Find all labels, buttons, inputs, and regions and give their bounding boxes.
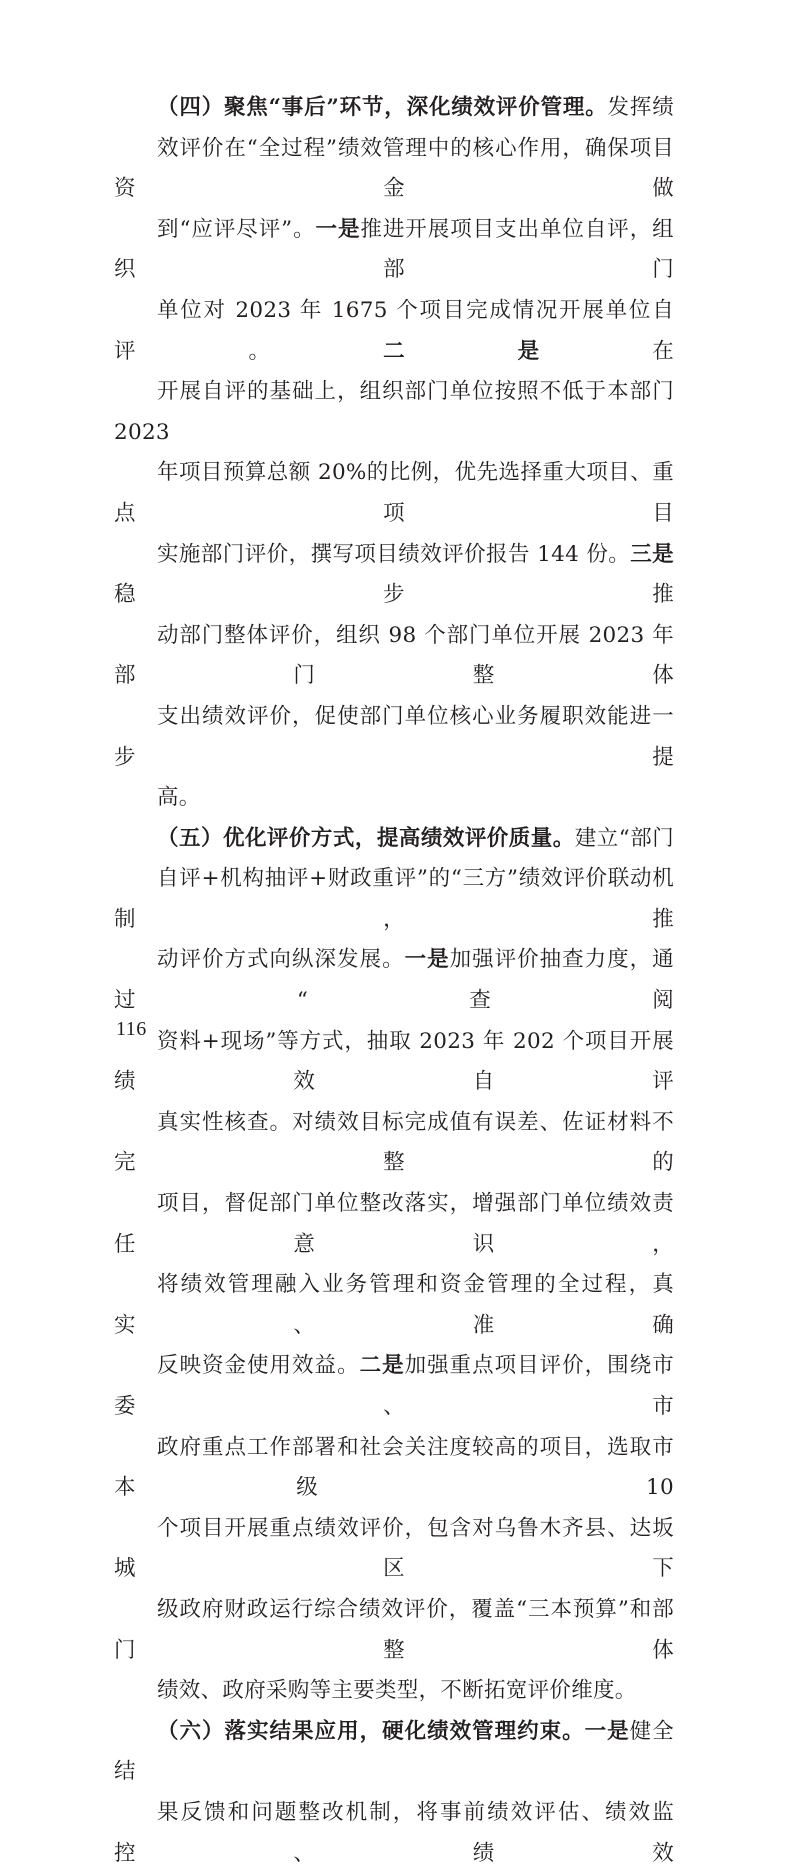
text-line: （六）落实结果应用，硬化绩效管理约束。一是健全结 — [114, 1718, 674, 1785]
text-line: 开展自评的基础上，组织部门单位按照不低于本部门 2023 — [114, 379, 674, 445]
section-heading: （五）优化评价方式，提高绩效评价质量。 — [157, 825, 575, 851]
text-line: 实施部门评价，撰写项目绩效评价报告 144 份。三是稳步推 — [114, 541, 674, 608]
text-line: 高。 — [157, 785, 201, 811]
text-line: 动评价方式向纵深发展。一是加强评价抽查力度，通过“查阅 — [114, 947, 674, 1014]
section-heading: （六）落实结果应用，硬化绩效管理约束。一是 — [157, 1718, 630, 1744]
text-line: （四）聚焦“事后”环节，深化绩效评价管理。发挥绩 — [157, 95, 674, 120]
text-line: 真实性核查。对绩效目标完成值有误差、佐证材料不完整的 — [114, 1109, 674, 1176]
text-line: 自评+机构抽评+财政重评”的“三方”绩效评价联动机制，推 — [114, 866, 674, 932]
text-line: 效评价在“全过程”绩效管理中的核心作用，确保项目资金做 — [114, 135, 674, 202]
emphasis-label: 一是 — [404, 947, 450, 973]
text-line: 年项目预算总额 20%的比例，优先选择重大项目、重点项目 — [114, 460, 674, 526]
paragraph-section-6 — [114, 1712, 674, 1874]
emphasis-label: 三是 — [630, 541, 674, 567]
section-heading: （四）聚焦“事后”环节，深化绩效评价管理。 — [157, 95, 608, 120]
text-line: 项目，督促部门单位整改落实，增强部门单位绩效责任意识， — [114, 1191, 674, 1257]
document-body — [114, 88, 674, 1874]
text-line: 将绩效管理融入业务管理和资金管理的全过程，真实、准确 — [114, 1272, 674, 1338]
page-number: 116 — [116, 1018, 147, 1040]
emphasis-label: 二是 — [359, 1353, 405, 1379]
text-line: 级政府财政运行综合绩效评价，覆盖“三本预算”和部门整体 — [114, 1596, 674, 1663]
text-line: 绩效、政府采购等主要类型，不断拓宽评价维度。 — [157, 1678, 637, 1704]
paragraph-section-5 — [114, 819, 674, 1712]
text-line: 动部门整体评价，组织 98 个部门单位开展 2023 年部门整体 — [114, 622, 674, 689]
text-line: 政府重点工作部署和社会关注度较高的项目，选取市本级 10 — [114, 1434, 674, 1501]
text-line: 反映资金使用效益。二是加强重点项目评价，围绕市委、市 — [114, 1353, 674, 1419]
text-line: 单位对 2023 年 1675 个项目完成情况开展单位自评。二是在 — [114, 297, 674, 364]
text-line: 个项目开展重点绩效评价，包含对乌鲁木齐县、达坂城区下 — [114, 1515, 674, 1582]
text-line: 果反馈和问题整改机制，将事前绩效评估、绩效监控、绩效 — [114, 1799, 674, 1866]
text-line: （五）优化评价方式，提高绩效评价质量。建立“部门 — [157, 825, 675, 851]
emphasis-label: 二是 — [383, 338, 653, 364]
text-line: 到“应评尽评”。一是推进开展项目支出单位自评，组织部门 — [114, 216, 674, 283]
text-line: 支出绩效评价，促使部门单位核心业务履职效能进一步提 — [114, 703, 674, 770]
paragraph-section-4 — [114, 88, 674, 819]
emphasis-label: 一是 — [315, 216, 361, 242]
text-line: 资料+现场”等方式，抽取 2023 年 202 个项目开展绩效自评 — [114, 1028, 674, 1095]
